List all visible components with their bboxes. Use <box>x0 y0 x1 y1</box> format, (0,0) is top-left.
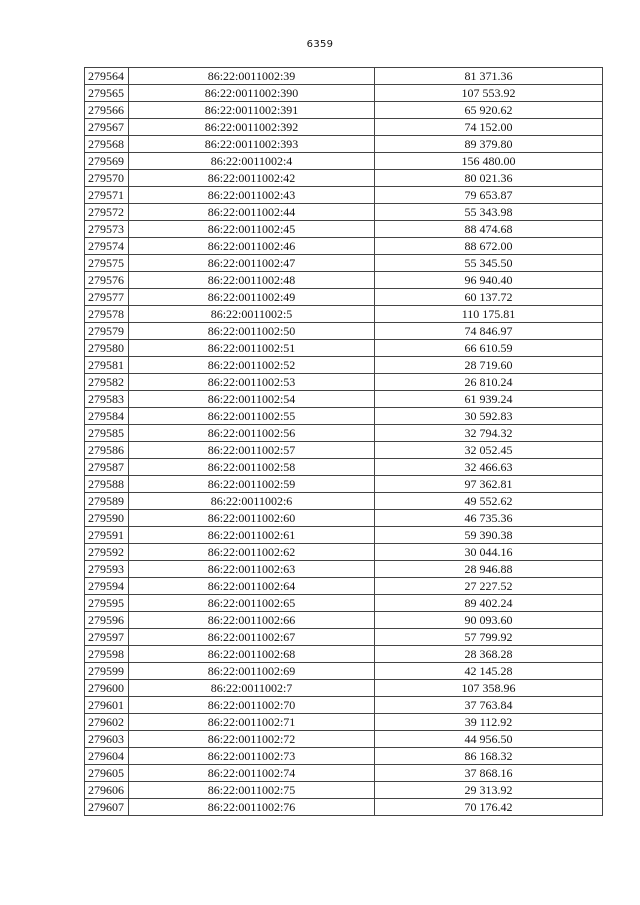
table-row <box>85 646 603 663</box>
table-row <box>85 102 603 119</box>
cadastral-number-cell: 86:22:0011002:56 <box>129 425 375 442</box>
row-number-cell: 279575 <box>85 255 129 272</box>
cadastral-value-cell: 42 145.28 <box>375 663 603 680</box>
cadastral-value-cell: 86 168.32 <box>375 748 603 765</box>
table-row <box>85 408 603 425</box>
cadastral-number-cell: 86:22:0011002:48 <box>129 272 375 289</box>
row-number-cell: 279586 <box>85 442 129 459</box>
cadastral-number-cell: 86:22:0011002:42 <box>129 170 375 187</box>
cadastral-value-cell: 65 920.62 <box>375 102 603 119</box>
row-number-cell: 279567 <box>85 119 129 136</box>
cadastral-value-cell: 74 152.00 <box>375 119 603 136</box>
row-number-cell: 279604 <box>85 748 129 765</box>
cadastral-value-cell: 29 313.92 <box>375 782 603 799</box>
table-row <box>85 680 603 697</box>
cadastral-value-cell: 57 799.92 <box>375 629 603 646</box>
table-row <box>85 527 603 544</box>
cadastral-number-cell: 86:22:0011002:49 <box>129 289 375 306</box>
row-number-cell: 279598 <box>85 646 129 663</box>
table-row <box>85 578 603 595</box>
table-row <box>85 714 603 731</box>
cadastral-value-cell: 30 592.83 <box>375 408 603 425</box>
row-number-cell: 279576 <box>85 272 129 289</box>
cadastral-value-cell: 26 810.24 <box>375 374 603 391</box>
cadastral-value-cell: 55 345.50 <box>375 255 603 272</box>
row-number-cell: 279594 <box>85 578 129 595</box>
cadastral-value-cell: 49 552.62 <box>375 493 603 510</box>
cadastral-number-cell: 86:22:0011002:50 <box>129 323 375 340</box>
table-body <box>85 68 603 816</box>
cadastral-value-cell: 32 466.63 <box>375 459 603 476</box>
row-number-cell: 279571 <box>85 187 129 204</box>
cadastral-number-cell: 86:22:0011002:55 <box>129 408 375 425</box>
cadastral-value-cell: 28 946.88 <box>375 561 603 578</box>
table-row <box>85 136 603 153</box>
cadastral-number-cell: 86:22:0011002:65 <box>129 595 375 612</box>
cadastral-value-cell: 32 052.45 <box>375 442 603 459</box>
cadastral-number-cell: 86:22:0011002:5 <box>129 306 375 323</box>
table-row <box>85 731 603 748</box>
cadastral-value-cell: 110 175.81 <box>375 306 603 323</box>
page-number: 6359 <box>306 39 334 50</box>
row-number-cell: 279580 <box>85 340 129 357</box>
row-number-cell: 279588 <box>85 476 129 493</box>
table-row <box>85 476 603 493</box>
cadastral-number-cell: 86:22:0011002:61 <box>129 527 375 544</box>
cadastral-value-cell: 55 343.98 <box>375 204 603 221</box>
table-row <box>85 629 603 646</box>
table-row <box>85 306 603 323</box>
row-number-cell: 279595 <box>85 595 129 612</box>
table-row <box>85 238 603 255</box>
row-number-cell: 279599 <box>85 663 129 680</box>
row-number-cell: 279579 <box>85 323 129 340</box>
cadastral-number-cell: 86:22:0011002:4 <box>129 153 375 170</box>
table-row <box>85 391 603 408</box>
cadastral-value-cell: 66 610.59 <box>375 340 603 357</box>
cadastral-value-cell: 70 176.42 <box>375 799 603 816</box>
cadastral-number-cell: 86:22:0011002:63 <box>129 561 375 578</box>
table-row <box>85 289 603 306</box>
cadastral-number-cell: 86:22:0011002:47 <box>129 255 375 272</box>
row-number-cell: 279578 <box>85 306 129 323</box>
row-number-cell: 279593 <box>85 561 129 578</box>
row-number-cell: 279585 <box>85 425 129 442</box>
cadastral-value-cell: 60 137.72 <box>375 289 603 306</box>
row-number-cell: 279577 <box>85 289 129 306</box>
cadastral-number-cell: 86:22:0011002:53 <box>129 374 375 391</box>
cadastral-value-cell: 79 653.87 <box>375 187 603 204</box>
cadastral-number-cell: 86:22:0011002:59 <box>129 476 375 493</box>
cadastral-number-cell: 86:22:0011002:51 <box>129 340 375 357</box>
cadastral-value-cell: 107 553.92 <box>375 85 603 102</box>
cadastral-number-cell: 86:22:0011002:70 <box>129 697 375 714</box>
table-row <box>85 765 603 782</box>
cadastral-number-cell: 86:22:0011002:68 <box>129 646 375 663</box>
table-row <box>85 221 603 238</box>
table-row <box>85 561 603 578</box>
cadastral-number-cell: 86:22:0011002:43 <box>129 187 375 204</box>
table-row <box>85 442 603 459</box>
cadastral-number-cell: 86:22:0011002:57 <box>129 442 375 459</box>
table-row <box>85 697 603 714</box>
cadastral-value-cell: 74 846.97 <box>375 323 603 340</box>
cadastral-value-cell: 32 794.32 <box>375 425 603 442</box>
table-row <box>85 374 603 391</box>
table-row <box>85 663 603 680</box>
row-number-cell: 279582 <box>85 374 129 391</box>
cadastral-value-cell: 90 093.60 <box>375 612 603 629</box>
row-number-cell: 279574 <box>85 238 129 255</box>
cadastral-value-cell: 81 371.36 <box>375 68 603 85</box>
cadastral-value-cell: 39 112.92 <box>375 714 603 731</box>
table-row <box>85 323 603 340</box>
row-number-cell: 279603 <box>85 731 129 748</box>
cadastral-number-cell: 86:22:0011002:73 <box>129 748 375 765</box>
cadastral-value-cell: 89 379.80 <box>375 136 603 153</box>
cadastral-value-cell: 89 402.24 <box>375 595 603 612</box>
row-number-cell: 279590 <box>85 510 129 527</box>
cadastral-value-cell: 37 763.84 <box>375 697 603 714</box>
row-number-cell: 279572 <box>85 204 129 221</box>
row-number-cell: 279607 <box>85 799 129 816</box>
row-number-cell: 279605 <box>85 765 129 782</box>
table-row <box>85 340 603 357</box>
cadastral-number-cell: 86:22:0011002:69 <box>129 663 375 680</box>
row-number-cell: 279568 <box>85 136 129 153</box>
table-row <box>85 68 603 85</box>
cadastral-number-cell: 86:22:0011002:7 <box>129 680 375 697</box>
row-number-cell: 279606 <box>85 782 129 799</box>
cadastral-value-cell: 96 940.40 <box>375 272 603 289</box>
table-row <box>85 85 603 102</box>
cadastral-number-cell: 86:22:0011002:390 <box>129 85 375 102</box>
cadastral-value-cell: 59 390.38 <box>375 527 603 544</box>
table-row <box>85 544 603 561</box>
row-number-cell: 279581 <box>85 357 129 374</box>
cadastral-number-cell: 86:22:0011002:46 <box>129 238 375 255</box>
table-row <box>85 425 603 442</box>
cadastral-number-cell: 86:22:0011002:66 <box>129 612 375 629</box>
cadastral-number-cell: 86:22:0011002:67 <box>129 629 375 646</box>
row-number-cell: 279564 <box>85 68 129 85</box>
table-row <box>85 510 603 527</box>
cadastral-number-cell: 86:22:0011002:64 <box>129 578 375 595</box>
row-number-cell: 279569 <box>85 153 129 170</box>
cadastral-number-cell: 86:22:0011002:58 <box>129 459 375 476</box>
row-number-cell: 279596 <box>85 612 129 629</box>
table-row <box>85 459 603 476</box>
cadastral-value-cell: 88 672.00 <box>375 238 603 255</box>
cadastral-value-table <box>84 67 603 816</box>
table-row <box>85 170 603 187</box>
cadastral-number-cell: 86:22:0011002:71 <box>129 714 375 731</box>
cadastral-value-cell: 97 362.81 <box>375 476 603 493</box>
cadastral-value-cell: 28 719.60 <box>375 357 603 374</box>
cadastral-number-cell: 86:22:0011002:60 <box>129 510 375 527</box>
table-row <box>85 187 603 204</box>
row-number-cell: 279565 <box>85 85 129 102</box>
row-number-cell: 279591 <box>85 527 129 544</box>
row-number-cell: 279573 <box>85 221 129 238</box>
cadastral-value-cell: 61 939.24 <box>375 391 603 408</box>
cadastral-value-cell: 107 358.96 <box>375 680 603 697</box>
cadastral-value-cell: 44 956.50 <box>375 731 603 748</box>
cadastral-value-cell: 46 735.36 <box>375 510 603 527</box>
cadastral-number-cell: 86:22:0011002:75 <box>129 782 375 799</box>
cadastral-number-cell: 86:22:0011002:74 <box>129 765 375 782</box>
table-row <box>85 153 603 170</box>
row-number-cell: 279570 <box>85 170 129 187</box>
row-number-cell: 279583 <box>85 391 129 408</box>
cadastral-number-cell: 86:22:0011002:72 <box>129 731 375 748</box>
table-row <box>85 272 603 289</box>
table-row <box>85 595 603 612</box>
cadastral-value-cell: 156 480.00 <box>375 153 603 170</box>
table-row <box>85 748 603 765</box>
cadastral-value-cell: 28 368.28 <box>375 646 603 663</box>
cadastral-number-cell: 86:22:0011002:45 <box>129 221 375 238</box>
cadastral-number-cell: 86:22:0011002:392 <box>129 119 375 136</box>
row-number-cell: 279589 <box>85 493 129 510</box>
table-row <box>85 782 603 799</box>
cadastral-number-cell: 86:22:0011002:62 <box>129 544 375 561</box>
table-row <box>85 612 603 629</box>
cadastral-number-cell: 86:22:0011002:54 <box>129 391 375 408</box>
cadastral-number-cell: 86:22:0011002:39 <box>129 68 375 85</box>
cadastral-value-cell: 88 474.68 <box>375 221 603 238</box>
cadastral-value-cell: 37 868.16 <box>375 765 603 782</box>
cadastral-number-cell: 86:22:0011002:44 <box>129 204 375 221</box>
row-number-cell: 279602 <box>85 714 129 731</box>
cadastral-number-cell: 86:22:0011002:52 <box>129 357 375 374</box>
row-number-cell: 279566 <box>85 102 129 119</box>
table-row <box>85 204 603 221</box>
table-row <box>85 799 603 816</box>
cadastral-value-cell: 30 044.16 <box>375 544 603 561</box>
table-row <box>85 493 603 510</box>
cadastral-value-cell: 27 227.52 <box>375 578 603 595</box>
cadastral-number-cell: 86:22:0011002:6 <box>129 493 375 510</box>
row-number-cell: 279584 <box>85 408 129 425</box>
row-number-cell: 279600 <box>85 680 129 697</box>
row-number-cell: 279592 <box>85 544 129 561</box>
table-row <box>85 357 603 374</box>
row-number-cell: 279597 <box>85 629 129 646</box>
table-row <box>85 255 603 272</box>
cadastral-number-cell: 86:22:0011002:76 <box>129 799 375 816</box>
table-row <box>85 119 603 136</box>
cadastral-value-cell: 80 021.36 <box>375 170 603 187</box>
cadastral-number-cell: 86:22:0011002:393 <box>129 136 375 153</box>
row-number-cell: 279601 <box>85 697 129 714</box>
cadastral-number-cell: 86:22:0011002:391 <box>129 102 375 119</box>
row-number-cell: 279587 <box>85 459 129 476</box>
